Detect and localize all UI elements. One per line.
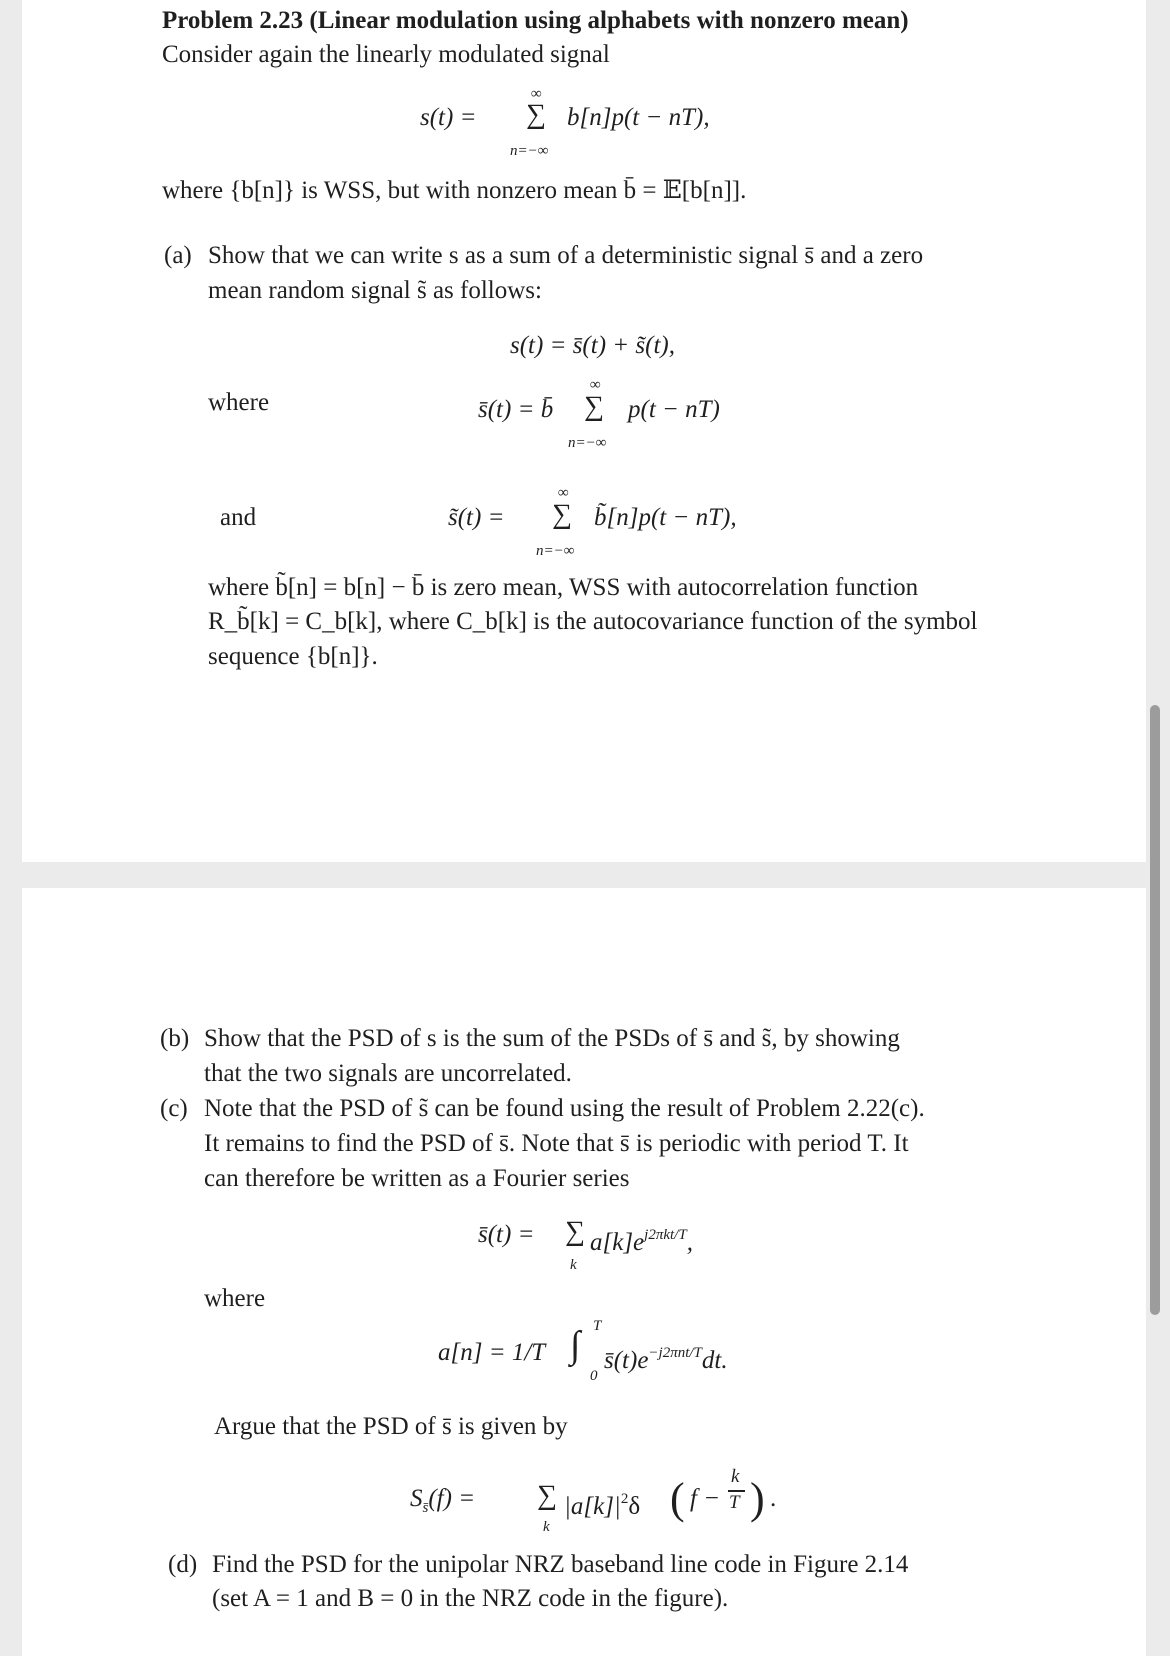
sum-symbol: ∑ <box>537 1480 557 1511</box>
where-line: where {b[n]} is WSS, but with nonzero mean b̄ = 𝔼[b[n]]. <box>162 177 747 204</box>
sum-symbol: ∑ <box>584 391 604 422</box>
part-a-tail3: sequence {b[n]}. <box>208 643 378 670</box>
sum-symbol: ∑ <box>526 99 546 130</box>
part-c-eq3-lower: k <box>543 1519 550 1535</box>
part-a-eq2-upper: ∞ <box>590 377 601 393</box>
scrollbar-thumb[interactable] <box>1150 705 1160 1315</box>
part-c-eq3-f: f − <box>690 1485 721 1512</box>
part-a-eq2-lower: n=−∞ <box>568 435 607 451</box>
part-c-eq3-frac-den: T <box>729 1492 740 1513</box>
part-c-line1: Note that the PSD of s̃ can be found using the result of Problem 2.22(c). <box>204 1095 925 1122</box>
part-a-and: and <box>220 504 257 531</box>
part-c-eq2-lower: 0 <box>590 1368 598 1384</box>
eq-main-lower: n=−∞ <box>510 143 549 159</box>
eq-main-rhs: b[n]p(t − nT), <box>567 104 710 131</box>
part-a-eq3-rhs: b̃[n]p(t − nT), <box>594 504 737 531</box>
part-c-argue: Argue that the PSD of s̄ is given by <box>214 1413 568 1440</box>
part-c-line2: It remains to find the PSD of s̄. Note that s̄ is periodic with period T. It <box>204 1130 909 1157</box>
part-a-eq2-lhs: s̄(t) = b̄ <box>478 396 554 423</box>
part-a-tail2: R_b̃[k] = C_b[k], where C_b[k] is the autocovariance function of the symbol <box>208 608 978 635</box>
part-a-eq3-lower: n=−∞ <box>536 543 575 559</box>
eq-period: . <box>770 1485 777 1512</box>
part-c-eq3-delta: δ <box>628 1493 641 1520</box>
part-c-eq1-lhs: s̄(t) = <box>478 1221 535 1248</box>
part-c-line3: can therefore be written as a Fourier series <box>204 1165 630 1192</box>
part-c-eq3-lhs-tail: (f) = <box>428 1485 476 1512</box>
problem-title: Problem 2.23 (Linear modulation using alphabets with nonzero mean) <box>162 7 909 34</box>
part-d-line1: Find the PSD for the unipolar NRZ baseband line code in Figure 2.14 <box>212 1551 909 1578</box>
sum-symbol: ∑ <box>565 1216 585 1247</box>
part-c-eq2-exp: −j2πnt/T <box>648 1345 702 1361</box>
part-d-label: (d) <box>168 1551 198 1578</box>
part-a-line1: Show that we can write s as a sum of a deterministic signal s̄ and a zero <box>208 242 924 269</box>
part-c-eq1-lower: k <box>570 1257 577 1273</box>
left-paren: ( <box>670 1474 685 1523</box>
part-c-eq2-tail: dt. <box>701 1347 728 1374</box>
eq-main-upper: ∞ <box>531 86 542 102</box>
part-a-line2: mean random signal s̃ as follows: <box>208 277 542 304</box>
part-a-label: (a) <box>164 242 192 269</box>
integral-symbol: ∫ <box>570 1324 581 1366</box>
problem-intro: Consider again the linearly modulated signal <box>162 41 610 68</box>
part-c-label: (c) <box>160 1095 188 1122</box>
part-c-eq3-frac-num: k <box>731 1466 740 1487</box>
part-c-eq3-rhs: |a[k]| <box>564 1493 621 1520</box>
part-a-eq1: s(t) = s̄(t) + s̃(t), <box>510 332 675 359</box>
right-paren: ) <box>750 1474 765 1523</box>
part-c-eq1-rhs: a[k]e <box>590 1229 645 1256</box>
part-c-eq1-exp: j2πkt/T <box>644 1227 687 1243</box>
part-c-where: where <box>204 1285 266 1312</box>
part-a-eq2-rhs: p(t − nT) <box>628 396 720 423</box>
part-b-label: (b) <box>160 1025 190 1052</box>
part-c-eq1-tail: , <box>686 1229 693 1256</box>
part-c-eq2-body: s̄(t)e <box>604 1347 649 1374</box>
part-a-eq3-lhs: s̃(t) = <box>448 504 505 531</box>
part-c-eq2-upper: T <box>593 1318 602 1334</box>
part-b-line1: Show that the PSD of s is the sum of the PSDs of s̄ and s̃, by showing <box>204 1025 900 1052</box>
part-c-eq3-lhs: S <box>410 1485 423 1512</box>
page-2 <box>22 888 1146 1656</box>
part-a-tail1: where b̃[n] = b[n] − b̄ is zero mean, WSS with autocorrelation function <box>208 574 919 601</box>
part-c-eq3-lhs-sub: s̄ <box>422 1500 429 1516</box>
part-c-eq2-lhs: a[n] = 1/T <box>438 1339 546 1366</box>
eq-main-lhs: s(t) = <box>420 104 477 131</box>
part-c-eq3-sq: 2 <box>620 1491 629 1507</box>
part-a-eq3-upper: ∞ <box>558 485 569 501</box>
sum-symbol: ∑ <box>552 499 572 530</box>
part-b-line2: that the two signals are uncorrelated. <box>204 1060 572 1087</box>
part-d-line2: (set A = 1 and B = 0 in the NRZ code in the figure). <box>212 1585 729 1612</box>
part-a-where: where <box>208 389 270 416</box>
